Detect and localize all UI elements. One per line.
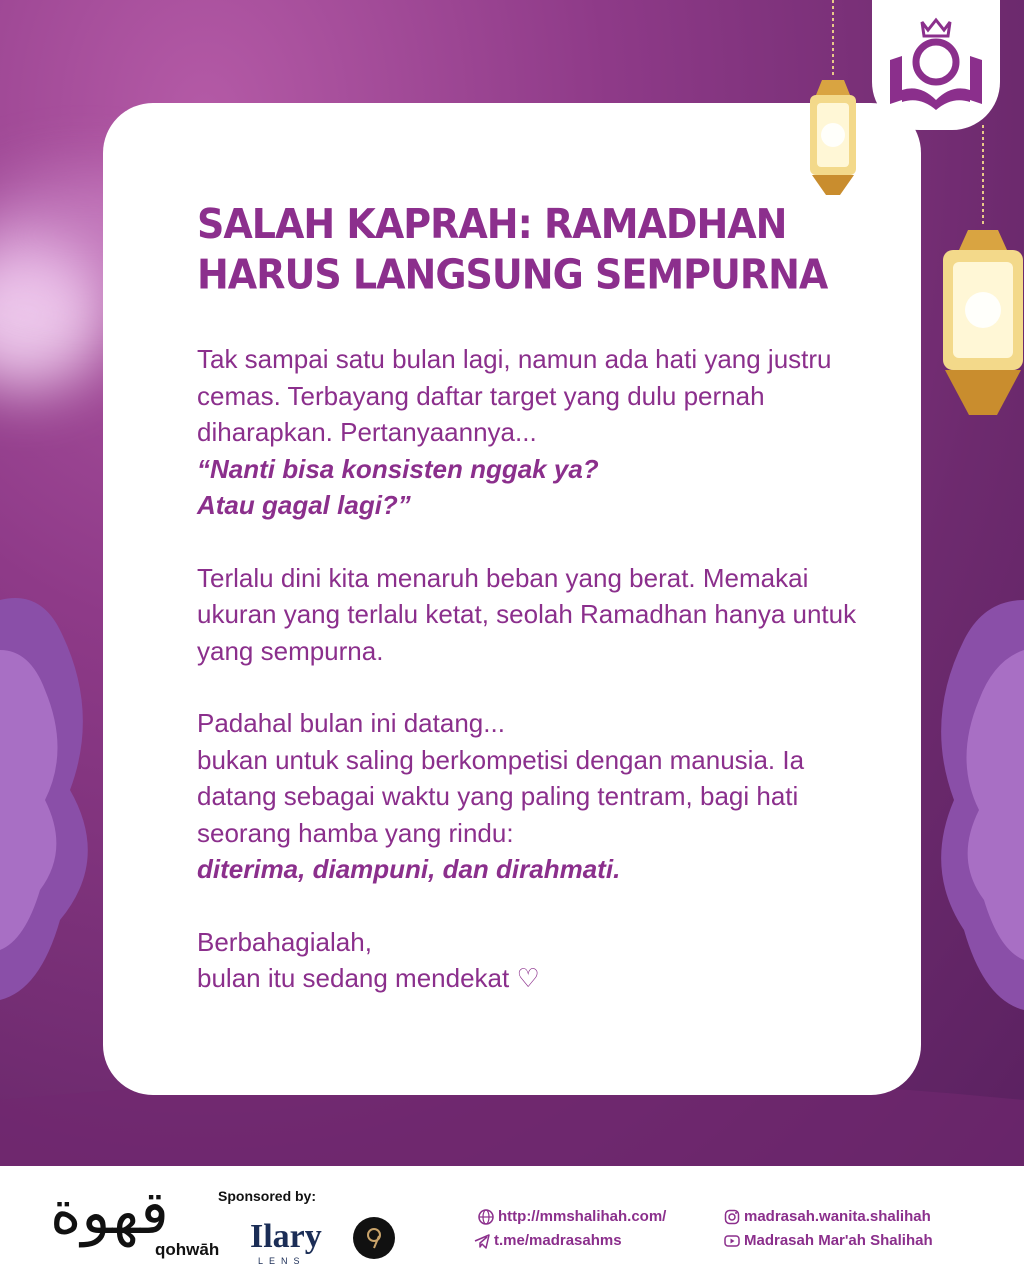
closing-line-1: Berbahagialah, xyxy=(197,926,372,957)
ilary-logo: Ilary xyxy=(250,1218,322,1255)
quote-line-1: “Nanti bisa konsisten nggak ya? xyxy=(197,453,599,484)
paragraph-3-text: bukan untuk saling berkompetisi dengan manusia. Ia datang sebagai waktu yang paling tentram, bagi hati seorang hamba yang rindu: xyxy=(197,744,805,848)
telegram-handle: t.me/madrasahms xyxy=(494,1232,622,1249)
telegram-link[interactable] xyxy=(474,1232,622,1249)
paragraph-3-line-1: Padahal bulan ini datang... xyxy=(197,708,505,738)
instagram-icon xyxy=(724,1209,740,1225)
closing-line-2: bulan itu sedang mendekat ♡ xyxy=(197,963,540,993)
brand-logo xyxy=(872,0,1000,130)
ilary-sub-label: LENS xyxy=(258,1256,306,1266)
globe-icon xyxy=(478,1209,494,1225)
instagram-link[interactable] xyxy=(724,1208,931,1225)
website-link[interactable] xyxy=(478,1208,666,1225)
youtube-icon xyxy=(724,1233,740,1249)
paragraph-3 xyxy=(197,705,877,888)
qohwah-logo: قهوة xyxy=(50,1178,169,1248)
content-card xyxy=(103,103,921,1095)
telegram-icon xyxy=(474,1233,490,1249)
paragraph-1 xyxy=(197,341,877,524)
sponsored-label: Sponsored by: xyxy=(218,1188,317,1204)
footer xyxy=(0,1166,1024,1280)
post-body xyxy=(197,341,877,1033)
book-hijab-logo-icon xyxy=(872,0,1000,130)
instagram-handle: madrasah.wanita.shalihah xyxy=(744,1208,931,1225)
youtube-channel: Madrasah Mar'ah Shalihah xyxy=(744,1232,933,1249)
ornament-right-decoration xyxy=(924,600,1024,1020)
post-title: SALAH KAPRAH: RAMADHAN HARUS LANGSUNG SEMPURNA xyxy=(197,200,828,299)
qohwah-latin-label: qohwāh xyxy=(155,1240,220,1259)
quote-line-2: Atau gagal lagi?” xyxy=(197,490,411,520)
paragraph-1-text: Tak sampai satu bulan lagi, namun ada hati yang justru cemas. Terbayang daftar target yang dulu pernah diharapkan. Pertanyaannya... xyxy=(197,344,832,447)
paragraph-3-emphasis: diterima, diampuni, dan dirahmati. xyxy=(197,854,621,884)
lantern-icon xyxy=(935,125,1024,435)
youtube-link[interactable] xyxy=(724,1232,933,1249)
closing xyxy=(197,924,877,997)
ornament-left-decoration xyxy=(0,590,110,1010)
lantern-icon xyxy=(800,0,866,205)
website-url: http://mmshalihah.com/ xyxy=(498,1208,667,1225)
paragraph-2: Terlalu dini kita menaruh beban yang berat. Memakai ukuran yang terlalu ketat, seolah Ramadhan hanya untuk yang sempurna. xyxy=(197,562,857,666)
circle-logo-icon xyxy=(352,1216,396,1260)
